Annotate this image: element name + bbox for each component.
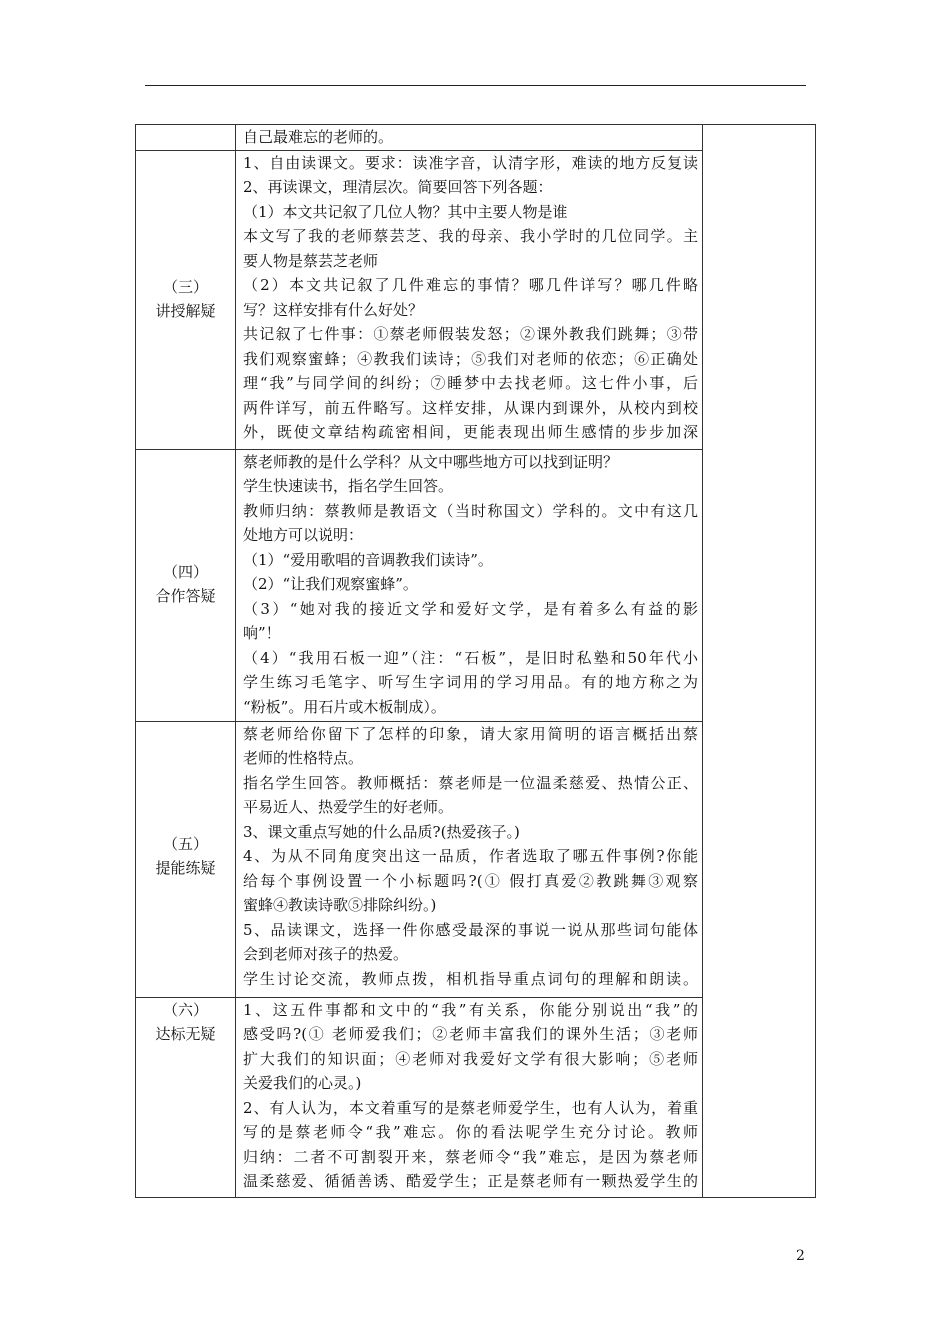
content-line: 4、为从不同角度突出这一品质，作者选取了哪五件事例?你能 [243, 847, 698, 865]
content-line: 外，既使文章结构疏密相间，更能表现出师生感情的步步加深 [243, 423, 698, 441]
content-line: 会到老师对孩子的热爱。 [243, 945, 409, 963]
stage-title: 合作答疑 [155, 587, 216, 605]
stage-label-cell [136, 150, 236, 449]
content-line: 共记叙了七件事：①蔡老师假装发怒；②课外教我们跳舞；③带 [243, 325, 698, 343]
content-line: （3）“她对我的接近文学和爱好文学，是有着多么有益的影 [243, 599, 698, 618]
content-line: （1）“爱用歌唱的音调教我们读诗”。 [243, 550, 493, 569]
content-line: 本文写了我的老师蔡芸芝、我的母亲、我小学时的几位同学。主 [243, 227, 698, 245]
content-line: 1、自由读课文。要求：读准字音，认清字形，难读的地方反复读 [243, 153, 698, 172]
content-line: 处地方可以说明： [243, 526, 364, 544]
content-cell [236, 449, 703, 721]
content-line: 给每个事例设置一个小标题吗?(① 假打真爱②教跳舞③观察 [243, 871, 698, 890]
content-line: 响”！ [243, 624, 281, 642]
stage-label-cell [136, 997, 236, 1197]
content-line: 教师归纳：蔡教师是教语文（当时称国文）学科的。文中有这几 [243, 501, 698, 520]
content-line: 2、再读课文，理清层次。简要回答下列各题： [243, 178, 553, 196]
header-rule [145, 85, 806, 86]
content-line: 温柔慈爱、循循善诱、酷爱学生；正是蔡老师有一颗热爱学生的 [243, 1172, 698, 1190]
content-cell [236, 721, 703, 997]
content-line: 蔡老师给你留下了怎样的印象，请大家用简明的语言概括出蔡 [243, 724, 698, 743]
content-lines [236, 125, 702, 150]
stage-number: （六） [162, 1000, 208, 1019]
stage-label-cell [136, 721, 236, 997]
content-line: “粉板”。用石片或木板制成）。 [243, 697, 446, 716]
content-lines [236, 722, 702, 992]
stage-label-cell [136, 125, 236, 151]
table-row [136, 125, 816, 151]
content-line: 两件详写，前五件略写。这样安排，从课内到课外，从校内到校 [243, 398, 698, 417]
lesson-plan-table [135, 124, 816, 1198]
content-line: 平易近人、热爱学生的好老师。 [243, 798, 454, 816]
content-line: 老师的性格特点。 [243, 749, 364, 767]
content-line: 蔡老师教的是什么学科？从文中哪些地方可以找到证明？ [243, 452, 619, 471]
content-line: 蜜蜂④教读诗歌⑤排除纠纷。) [243, 896, 437, 914]
content-lines [236, 998, 702, 1194]
content-line: 学生练习毛笔字、听写生字词用的学习用品。有的地方称之为 [243, 673, 698, 691]
notes-column [703, 125, 816, 1198]
content-cell [236, 997, 703, 1197]
content-line: 1、这五件事都和文中的“我”有关系，你能分别说出“我”的 [243, 1000, 698, 1019]
content-line: （2）“让我们观察蜜蜂”。 [243, 575, 418, 593]
content-line: 关爱我们的心灵。) [243, 1074, 362, 1092]
content-line: 指名学生回答。教师概括：蔡老师是一位温柔慈爱、热情公正、 [243, 773, 698, 792]
stage-title: 达标无疑 [155, 1025, 216, 1043]
content-line: （1）本文共记叙了几位人物？其中主要人物是谁 [243, 202, 568, 221]
content-line: 学生快速读书，指名学生回答。 [243, 477, 454, 495]
stage-number: （三） [162, 277, 208, 296]
content-line: 3、课文重点写她的什么品质?(热爱孩子。) [243, 822, 520, 841]
content-line: （4）“我用石板一迎”（注：“石板”，是旧时私塾和50年代小 [243, 648, 698, 667]
stage-number: （五） [162, 834, 208, 853]
content-lines [236, 151, 702, 445]
content-line: 5、品读课文，选择一件你感受最深的事说一说从那些词句能体 [243, 920, 698, 939]
content-line: 我们观察蜜蜂；④教我们读诗；⑤我们对老师的依恋；⑥正确处 [243, 349, 698, 368]
page-number: 2 [796, 1248, 805, 1264]
content-line: 扩大我们的知识面；④老师对我爱好文学有很大影响；⑤老师 [243, 1049, 698, 1068]
content-cell [236, 150, 703, 449]
content-line: 写？这样安排有什么好处？ [243, 300, 424, 319]
content-line: 学生讨论交流，教师点拨，相机指导重点词句的理解和朗读。 [243, 969, 698, 988]
content-line: 理“我”与同学间的纠纷；⑦睡梦中去找老师。这七件小事，后 [243, 374, 698, 392]
content-line: 要人物是蔡芸芝老师 [243, 251, 379, 270]
content-line: （2）本文共记叙了几件难忘的事情？哪几件详写？哪几件略 [243, 276, 698, 294]
content-line: 自己最难忘的老师的。 [243, 128, 394, 146]
content-line: 归纳：二者不可割裂开来，蔡老师令“我”难忘，是因为蔡老师 [243, 1147, 698, 1166]
content-lines [236, 450, 702, 720]
content-line: 2、有人认为，本文着重写的是蔡老师爱学生，也有人认为，着重 [243, 1098, 698, 1117]
stage-label-cell [136, 449, 236, 721]
content-line: 写的是蔡老师令“我”难忘。你的看法呢学生充分讨论。教师 [243, 1123, 698, 1141]
stage-number: （四） [162, 562, 208, 581]
stage-title: 提能练疑 [155, 859, 216, 877]
content-line: 感受吗?(① 老师爱我们；②老师丰富我们的课外生活；③老师 [243, 1025, 698, 1043]
content-cell [236, 125, 703, 151]
stage-title: 讲授解疑 [155, 302, 216, 320]
